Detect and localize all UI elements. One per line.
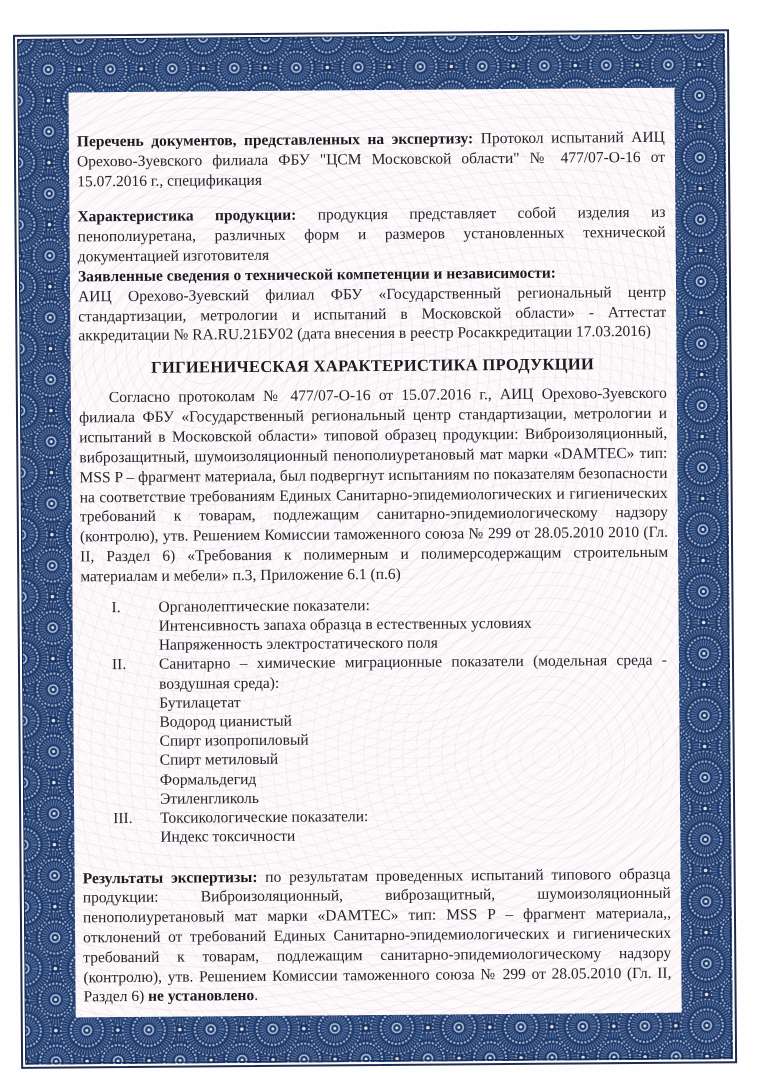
protocol-paragraph: Согласно протоколам № 477/07-О-16 от 15.07.2016 г., АИЦ Орехово-Зуевского филиала ФБУ «Государственный региональный центр стандартизации, метрологии и испытаний в Московской области» типовой образец продукции: Виброизоляционный, виброзащитный, шумоизоляционный пенополиуретановый мат марки «DAMTEC» тип: MSS P – фрагмент материала, был подвергнут испытаниям по показателям безопасности на соответствие требованиям Единых Санитарно-эпидемиологических и гигиенических требований к товарам, подлежащим санитарно-эпидемиологическому надзору (контролю), утв. Решением Комиссии таможенного союза № 299 от 28.05.2010 2010 (Гл. II, Раздел 6) «Требования к полимерным и полимерсодержащим строительным материалам и мебели» п.3, Приложение 6.1 (п.6) bbox=[78, 385, 669, 586]
list-item-number bbox=[113, 732, 160, 752]
list-item-number: III. bbox=[113, 810, 133, 828]
results-label: Результаты экспертизы: bbox=[82, 868, 258, 887]
list-item bbox=[82, 824, 670, 848]
list-item-text: Санитарно – химические миграционные показатели (модельная среда - воздушная среда): bbox=[158, 652, 668, 693]
indicators-list bbox=[80, 593, 670, 847]
list-item-text: Водород цианистый bbox=[159, 712, 293, 731]
list-item-text: Органолептические показатели: bbox=[158, 596, 370, 616]
list-item-number bbox=[112, 636, 159, 656]
main-heading: ГИГИЕНИЧЕСКАЯ ХАРАКТЕРИСТИКА ПРОДУКЦИИ bbox=[151, 354, 595, 378]
list-item bbox=[81, 651, 669, 694]
list-item-text: Интенсивность запаха образца в естественных условиях bbox=[158, 614, 532, 635]
list-item-number bbox=[112, 694, 159, 714]
results-emphasis: не установлено bbox=[148, 987, 255, 1006]
list-item-text: Спирт метиловый bbox=[159, 751, 279, 770]
list-item-text: Бутилацетат bbox=[159, 693, 241, 712]
list-item-text: Индекс токсичности bbox=[160, 827, 296, 847]
product-characteristics-label: Характеристика продукции: bbox=[77, 207, 297, 226]
documents-list-label: Перечень документов, представленных на экспертизу: bbox=[76, 130, 474, 151]
documents-list-text: Протокол испытаний АИЦ Орехово-Зуевского филиала ФБУ "ЦСМ Московской области" № 477/07-О-16 от 15.07.2016 г., спецификация bbox=[76, 128, 666, 191]
product-characteristics-text: продукция представляет собой изделия из пенополиуретана, различных форм и размеров установленных технической документацией изготовителя bbox=[77, 204, 666, 266]
list-item-number bbox=[113, 790, 160, 810]
competence-label: Заявленные сведения о технической компетенции и независимости: bbox=[77, 264, 556, 286]
results-text: по результатам проведенных испытаний типового образца продукции: Виброизоляционный, виброзащитный, шумоизоляционный пенополиуретановый мат марки «DAMTEC» тип: MSS P – фрагмент материала,, отклонений от требований Единых Санитарно-эпидемиологических и гигиенических требований к товарам, подлежащим санитарно-эпидемиологическому надзору (контролю), утв. Решением Комиссии таможенного союза № 299 от 28.05.2010 (Гл. II, Раздел 6) bbox=[82, 865, 672, 1006]
list-item-number: I. bbox=[111, 598, 121, 616]
list-item-number: II. bbox=[111, 656, 127, 674]
list-item-text: Спирт изопропиловый bbox=[159, 731, 309, 750]
product-characteristics-paragraph bbox=[77, 203, 665, 267]
list-item-text: Токсикологические показатели: bbox=[160, 808, 369, 827]
document-body bbox=[68, 88, 681, 1018]
documents-list-paragraph bbox=[77, 128, 665, 192]
list-item-number bbox=[112, 713, 159, 733]
list-item-text: Формальдегид bbox=[159, 770, 257, 789]
list-item-number bbox=[113, 751, 160, 771]
list-item-number bbox=[112, 617, 159, 637]
list-item-text: Напряженность электростатического поля bbox=[158, 634, 438, 654]
list-item-number bbox=[113, 770, 160, 790]
competence-text: АИЦ Орехово-Зуевский филиал ФБУ «Государственный региональный центр стандартизации, метрологии и испытаний в Московской области» - Аттестат аккредитации № RA.RU.21БУ02 (дата внесения в реестр Росаккредитации 17.03.2016) bbox=[78, 283, 667, 345]
list-item-text: Этиленгликоль bbox=[159, 789, 259, 808]
results-paragraph bbox=[83, 864, 672, 1007]
results-period: . bbox=[254, 987, 259, 1005]
list-item-number bbox=[113, 828, 160, 848]
